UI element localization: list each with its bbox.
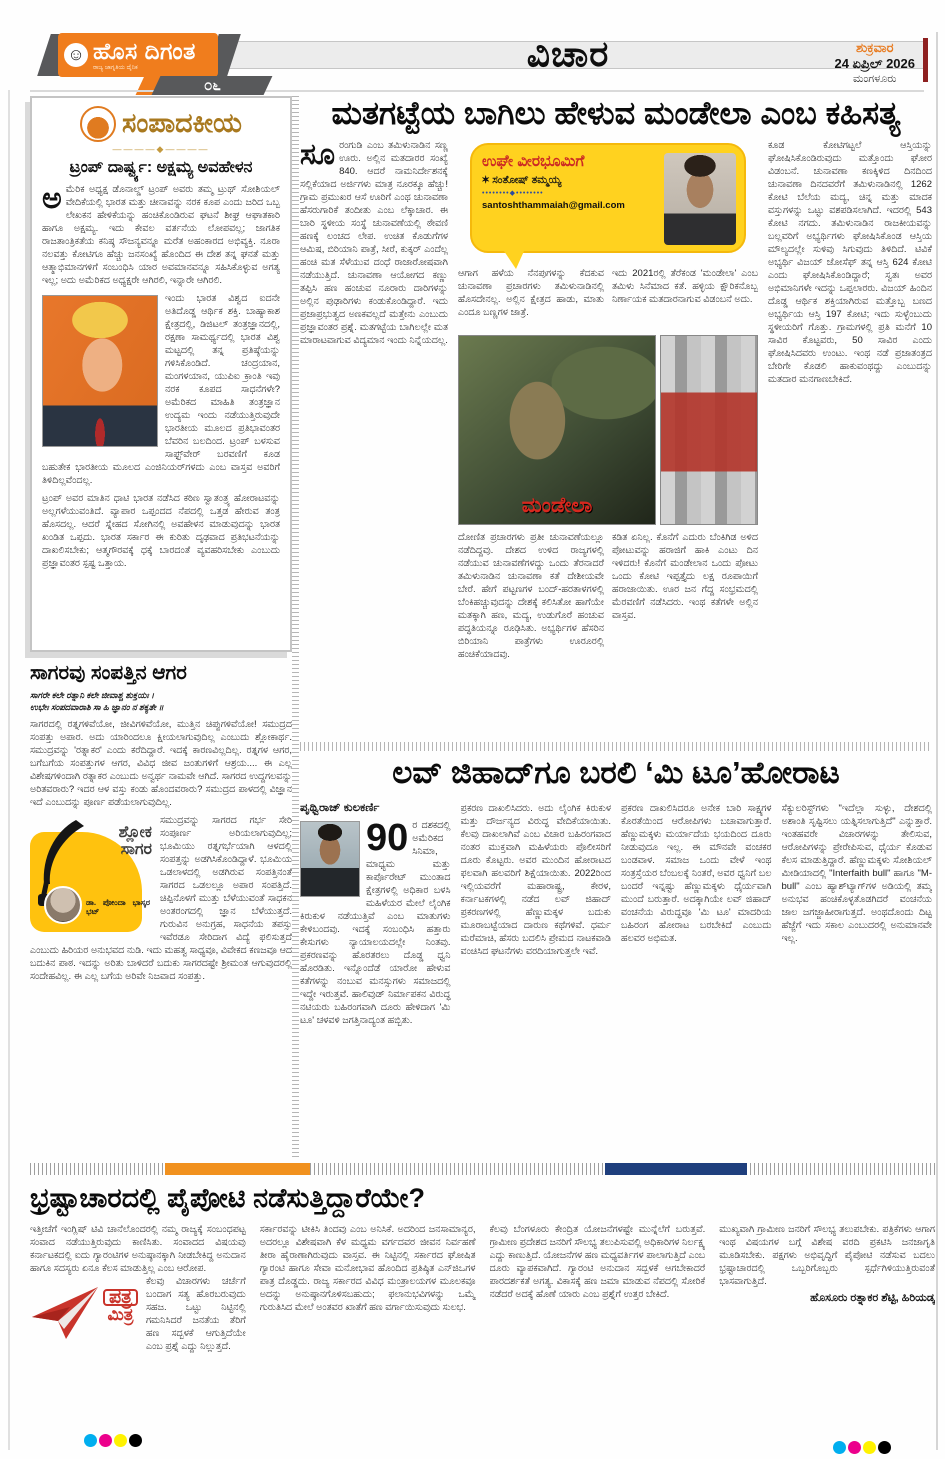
cyan-dot bbox=[833, 1441, 846, 1454]
mitra-label: ಮಿತ್ರ bbox=[107, 1305, 134, 1324]
columnist-avatar bbox=[44, 886, 82, 924]
editorial-para2: ಇಂದು ಭಾರತ ವಿಶ್ವದ ಐದನೇ ಅತಿದೊಡ್ಡ ಆರ್ಥಿಕ ಶಕ್ತಿ. ಬಾಹ್ಯಾಕಾಶ ಕ್ಷೇತ್ರದಲ್ಲಿ, ಡಿಜಿಟಲ್ ತಂತ್ರಜ್ಞಾನದಲ್ಲಿ, ರಕ್ಷಣಾ ಸಾಮರ್ಥ್ಯದಲ್ಲಿ ಭಾರತ ವಿಶ್ವ ಮಟ್ಟದಲ್ಲಿ ತನ್ನ ಪ್ರತಿಷ್ಠೆಯನ್ನು ಗಳಿಸಿಕೊಂಡಿದೆ. ಚಂದ್ರಯಾನ, ಮಂಗಳಯಾನ, ಯುಪಿಐ ಕ್ರಾಂತಿ ಇವು ನರಕ ಕೂಪದ ಸಾಧನೆಗಳೇ? ಅಮೆರಿಕದ ಮಾಹಿತಿ ತಂತ್ರಜ್ಞಾನ ಉದ್ಯಮ ಇಂದು ನಡೆಯುತ್ತಿರುವುದೇ ಭಾರತೀಯ ಮೂಲದ ಪ್ರತಿಭಾವಂತರ ಬೆವರಿನ ಬಲದಿಂದ. ಟ್ರಂಪ್ ಬಳಸುವ ಸಾಫ್ಟ್‌ವೇರ್ ಬರವಣಿಗೆ ಕೂಡ ಬಹುತೇಕ ಭಾರತೀಯ ಮೂಲದ ಎಂಜಿನಿಯರ್‌ಗಳದು ಎಂಬ ವಾಸ್ತವ ಅವರಿಗೆ ತಿಳಿದಿಲ್ಲವೆಂದಲ್ಲ. bbox=[42, 293, 280, 486]
paper-logo bbox=[58, 33, 218, 77]
main-article-middle bbox=[458, 139, 758, 717]
editorial-para1: ಮೆರಿಕ ಅಧ್ಯಕ್ಷ ಡೊನಾಲ್ಡ್ ಟ್ರಂಪ್ ಅವರು ತಮ್ಮ ಟ್ರುಥ್ ಸೋಶಿಯಲ್ ವೇದಿಕೆಯಲ್ಲಿ ಭಾರತ ಮತ್ತು ಚೀನಾವನ್ನು ನರಕ ಕೂಪ ಎಂದು ಜರಿದ ಒಬ್ಬ ಲೇಖಕನ ಹೇಳಿಕೆಯನ್ನು ಹಂಚಿಕೊಂಡಿರುವ ಘಟನೆ ಶೀಘ್ರ ಆಘಾತಕಾರಿ ಹಾಗೂ ಅಕ್ಷಮ್ಯ. ಇದು ಕೇವಲ ವರ್ತನೆಯ ಲೋಪವಲ್ಲ; ಜಾಗತಿಕ ರಾಜತಾಂತ್ರಿಕತೆಯ ಕನಿಷ್ಠ ಸೌಜನ್ಯವನ್ನೂ ಮರೆತ ಅಹಂಕಾರದ ಅಭಿವ್ಯಕ್ತಿ. ನೂರಾ ನಲವತ್ತು ಕೋಟಿಗೂ ಹೆಚ್ಚು ಜನಸಂಖ್ಯೆ ಹೊಂದಿದ ಈ ದೇಶ ತನ್ನ ಘನತೆ ಮತ್ತು ಆತ್ಮಾಭಿಮಾನಗಳಿಗೆ ಸಂಬಂಧಿಸಿ ಯಾರ ಅವಮಾನವನ್ನೂ ಸಹಿಸಿಕೊಳ್ಳುವ ಅಗತ್ಯ ಇಲ್ಲ; ಅದು ಅಮೆರಿಕದ ಅಧ್ಯಕ್ಷರೇ ಆಗಿರಲಿ, ಇನ್ನಾರೇ ಆಗಿರಲಿ. bbox=[42, 184, 280, 286]
date-block bbox=[834, 40, 915, 86]
shloka-line2: ಉಭೇಃ ಸಂಪದವಾರಾಶಿ ಸಾ ಹಿ ಜ್ಞಾನಂ ನ ಶಕ್ಯತೇ ॥ bbox=[30, 702, 164, 712]
letters-col2: ಸರ್ಕಾರವನ್ನು ಟೀಕಿಸಿ ತಿಂದವು ಎಂಬ ಅನಿಸಿಕೆ. ಅದರಿಂದ ಜನಸಾಮಾನ್ಯರ, ಅದರಲ್ಲೂ ವಿಶೇಷವಾಗಿ ಕೆಳ ಮಧ್ಯಮ ವರ್ಗದವರ ಜೀವನ ನಿರ್ವಹಣೆ ತೀರಾ ಹೈರಾಣಾಗಿರುವುದು ವಾಸ್ತವ. ಈ ನಿಟ್ಟಿನಲ್ಲಿ ಸರ್ಕಾರದ ಘೋಷಿತ ಗ್ಯಾರಂಟಿ ಹಾಗೂ ಸೇವಾ ಮನೋಭಾವ ಹೊಂದಿದ ಪ್ರತಿಷ್ಠಿತ ಎನ್‌ಜಿಒಗಳ ಪಾತ್ರ ದೊಡ್ಡದು. ರಾಜ್ಯ ಸರ್ಕಾರದ ವಿವಿಧ ಮಂತ್ರಾಲಯಗಳ ಮೂಲಕವೂ ಅದನ್ನು ಅನುಷ್ಠಾನಗೊಳಿಸಬಹುದು; ಫಲಾನುಭವಿಗಳನ್ನು ಒಮ್ಮೆ ಗುರುತಿಸಿದ ಮೇಲೆ ಅಂತವರ ಖಾತೆಗೆ ಹಣ ವರ್ಗಾಯಿಸುವುದು ಸುಲಭ. bbox=[259, 1224, 476, 1313]
patra-mitra-brand bbox=[30, 1279, 138, 1375]
editorial-section-label: ಸಂಪಾದಕೀಯ bbox=[122, 108, 242, 138]
page-left-edge bbox=[8, 90, 10, 1450]
smiley-logo-icon: ☺ bbox=[64, 43, 88, 67]
metoo-col1: ಪೃಥ್ವಿರಾಜ್ ಕುಲಕರ್ಣಿ 90 ರ ದಶಕದಲ್ಲಿ ಅಮೆರಿಕದ ಸಿನಿಮಾ, ಮಾಧ್ಯಮ ಮತ್ತು ಕಾರ್ಪೊರೇಟ್ ಮುಂತಾದ ಕ್ಷೇತ್ರಗಳಲ್ಲಿ ಅಧಿಕಾರ ಬಳಸಿ ಮಹಿಳೆಯರ ಮೇಲೆ ಲೈಂಗಿಕ ಕಿರುಕುಳ ನಡೆಯುತ್ತಿವೆ ಎಂಬ ಮಾತುಗಳು ಕೇಳಿಬಂದವು. ಇದಕ್ಕೆ ಸಂಬಂಧಿಸಿ ಹತ್ತಾರು ಕೇಸುಗಳು ನ್ಯಾಯಾಲಯದಲ್ಲೇ ನಿಂತವು. ಪ್ರಕರಣವನ್ನು ಹೊರತರಲು ದೊಡ್ಡ ಧ್ವನಿ ಹೊರಡಿತು. ಇನ್ನೊಂದೆಡೆ ಯಾರೋ ಹೇಳುವ ಕತೆಗಳನ್ನು ನಂಬುವ ಮನಸ್ಸುಗಳು ಸಮಾಜದಲ್ಲಿ ಇದ್ದೇ ಇರುತ್ತವೆ. ಹಾಲಿವುಡ್ ನಿರ್ಮಾಪಕನ ವಿರುದ್ಧ ನಟಿಯರು ಬಹಿರಂಗವಾಗಿ ದೂರು ಹೇಳಿದಾಗ 'ಮಿ ಟೂ' ಚಳವಳಿ ಜಗತ್ತಿನಾದ್ಯಂತ ಹಬ್ಬಿತು. bbox=[300, 802, 451, 1026]
divider-orange-segment bbox=[165, 1163, 310, 1175]
letter-signature: ಹೊಸೂರು ರತ್ನಾಕರ ಶೆಟ್ಟಿ, ಹಿರಿಯಡ್ಕ bbox=[810, 1292, 935, 1304]
main-article-mid-top-text: ಆಗಾಗ ಹಳೆಯ ನೆನಪುಗಳನ್ನು ಕೆದಕುವ ಚುನಾವಣಾ ಪ್ರಚಾರಗಳು ತಮಿಳುನಾಡಿನಲ್ಲಿ ಹೊಸದೇನಲ್ಲ. ಅಲ್ಲಿನ ಕ್ಷೇತ್ರದ ಹಾಡು, ಮಾತು ಎಂದೂ ಬಣ್ಣಗಳ ಜಾತ್ರೆ. ಇದು 2021ರಲ್ಲಿ ತೆರೆಕಂಡ 'ಮಂಡೇಲಾ' ಎಂಬ ತಮಿಳು ಸಿನೆಮಾದ ಕತೆ. ಹಳ್ಳಿಯ ಕ್ಷೌರಿಕನೊಬ್ಬ ನಿರ್ಣಾಯಕ ಮತದಾರನಾಗುವ ವಿಡಂಬನೆ ಅದು. bbox=[458, 268, 758, 319]
main-article-col4: ಕೂಡ ಕೋಟಿಗಟ್ಟಲೆ ಆಸ್ತಿಯನ್ನು ಘೋಷಿಸಿಕೊಂಡಿರುವುದು ಮತ್ತೊಂದು ಘೋರ ವಿಡಂಬನೆ. ಚುನಾವಣಾ ಕಣಕ್ಕಿಳಿದ ದಿನದಿಂದ ಚುನಾವಣಾ ದಿನದವರೆಗೆ ತಮಿಳುನಾಡಿನಲ್ಲಿ 1262 ಕೋಟಿ ಬೆಲೆಯ ಮದ್ಯ, ಚಿನ್ನ ಮತ್ತು ಮಾದಕ ವಸ್ತುಗಳನ್ನು ಒಟ್ಟು ವಶಪಡಿಸಲಾಗಿದೆ. ಇದರಲ್ಲಿ 543 ಕೋಟಿ ನಗದು. ತಮಿಳುನಾಡಿನ ರಾಜಕೀಯವನ್ನು ಬಲ್ಲವರಿಗೆ ಅಭ್ಯರ್ಥಿಗಳು ಘೋಷಿಸಿಕೊಂಡ ಆಸ್ತಿಯ ಮೌಲ್ಯದಲ್ಲೇ ಸುಳಿವು ಸಿಗುವುದು ತಿಳಿದಿದೆ. ಟಿವಿಕೆ ಅಭ್ಯರ್ಥಿ ವಿಜಯ್ ಜೋಸೆಫ್ ತನ್ನ ಆಸ್ತಿ 624 ಕೋಟಿ ಎಂದು ಘೋಷಿಸಿಕೊಂಡಿದ್ದಾರೆ; ಸ್ವತಃ ಅವರ ಅಭಿಮಾನಿಗಳೇ ಇದನ್ನು ಒಪ್ಪಲಾರರು. ವಿಜಯ್ ಹಿಂದಿನ ದೊಡ್ಡ ಆರ್ಥಿಕ ಶಕ್ತಿಯಾಗಿರುವ ಮತ್ತೊಬ್ಬ ಬಣದ ಅಭ್ಯರ್ಥಿಯ ಆಸ್ತಿ 197 ಕೋಟಿ; ಇದು ಸುಳ್ಳೆಂಬುದು ಸ್ಥಳೀಯರಿಗೆ ಗೊತ್ತು. ಗ್ರಾಮಗಳಲ್ಲಿ ಪ್ರತಿ ಮನೆಗೆ 10 ಸಾವಿರ ಕೊಟ್ಟವರು, 50 ಸಾವಿರ ಎಂದು ಘೋಷಿಸಿದವರು ಉಂಟು. ಇಂಥ ನಡೆ ಪ್ರಜಾತಂತ್ರದ ಬೇರಿಗೇ ಕೊಡಲಿ ಹಾಕುವಂಥದ್ದು ಎಂಬುದನ್ನು ಮತದಾರ ಮನಗಾಣಬೇಕಿದೆ. bbox=[768, 140, 932, 386]
date: 24 ಏಪ್ರಿಲ್ 2026 bbox=[834, 56, 915, 72]
author-email: santoshthammaiah@gmail.com bbox=[482, 200, 625, 212]
weekday: ಶುಕ್ರವಾರ bbox=[856, 40, 894, 55]
page-number-box bbox=[152, 76, 273, 95]
letters-col1: ಇತ್ತೀಚೆಗೆ ಇಂಗ್ಲಿಷ್ ಟಿವಿ ಚಾನೆಲೊಂದರಲ್ಲಿ ನಮ್ಮ ರಾಜ್ಯಕ್ಕೆ ಸಂಬಂಧಪಟ್ಟ ಸಂವಾದ ನಡೆಯುತ್ತಿರುವುದು ಕಾಣಿಸಿತು. ಸಂವಾದದ ವಿಷಯವು ಕರ್ನಾಟಕದಲ್ಲಿ ಐದು ಗ್ಯಾರಂಟಿಗಳ ಅನುಷ್ಠಾನಕ್ಕಾಗಿ ನೀಡಬೇಕಿದ್ದ ಅನುದಾನ ಹಾಗೂ ಸದಸ್ಯರು ಏನೂ ಕೆಲಸ ಮಾಡುತ್ತಿಲ್ಲ ಎಂಬ ಆರೋಪ. ಪತ್ರ ಮಿತ್ರ ಕೆಲವು ವಿಚಾರಗಳು ಚರ್ಚೆಗೆ ಬಂದಾಗ ಸತ್ಯ ಹೊರಬರುವುದು ಸಹಜ. ಒಟ್ಟು ನಿಟ್ಟಿನಲ್ಲಿ ಗಮನಿಸಿದರೆ ಜನತೆಯ ತೆರಿಗೆ ಹಣ ಸದ್ಬಳಕೆ ಆಗುತ್ತಿದೆಯೇ ಎಂಬ ಪ್ರಶ್ನೆ ಎದ್ದು ನಿಲ್ಲುತ್ತದೆ. bbox=[30, 1223, 246, 1441]
page-number: ೦೬ bbox=[203, 77, 221, 94]
registration-marks-right bbox=[833, 1441, 891, 1454]
metoo-headline: ಲವ್ ಜಿಹಾದ್‌ಗೂ ಬರಲಿ ‘ಮಿ ಟೂ’ಹೋರಾಟ bbox=[392, 755, 840, 790]
shloka-body2: ಸಮುದ್ರವನ್ನು ಸಾಗರದ ಗರ್ಭ ಸೇರಿ ಸಂಪೂರ್ಣ ಅರಿಯಲಾಗುವುದಿಲ್ಲ; ಭೂಮಿಯು ರತ್ನಗರ್ಭೆಯಾಗಿ ಆಳದಲ್ಲಿ ಸಂಪತ್ತನ್ನು ಅಡಗಿಸಿಕೊಂಡಿದ್ದಾಳೆ. ಭೂಮಿಯ ಒಡಲಾಳದಲ್ಲಿ ಅಡಗಿರುವ ಸಂಪತ್ತಿನಂತೆ ಸಾಗರದ ಒಡಲಲ್ಲೂ ಅಪಾರ ಸಂಪತ್ತಿದೆ. ಚಿಪ್ಪಿನೊಳಗೆ ಮುತ್ತು ಬೆಳೆಯುವಂತೆ ಸಾಧಕನ ಅಂತರಂಗದಲ್ಲಿ ಜ್ಞಾನ ಬೆಳೆಯುತ್ತದೆ. ಗುರುವಿನ ಅನುಗ್ರಹ, ಸಾಧನೆಯ ತಪಸ್ಸು ಇವೆರಡೂ ಸೇರಿದಾಗ ವಿದ್ಯೆ ಫಲಿಸುತ್ತದೆ ಎಂಬುದು ಹಿರಿಯರ ಅನುಭವದ ನುಡಿ. ಇದು ಮಹತ್ವ ಸಾಧ್ಯವೂ, ವಿವೇಕದ ಕಣಜವೂ ಆದ ಬದುಕಿನ ಪಾಠ. ಇದನ್ನು ಅರಿತು ಬಾಳಿದರೆ ಬದುಕು ಸಾಗರದಷ್ಟೇ ಶ್ರೀಮಂತ ಆಗುವುದರಲ್ಲಿ ಸಂದೇಹವಿಲ್ಲ. ಈ ಎಲ್ಲ ಬಗೆಯ ಅರಿವೇ ನಿಜವಾದ ಸಂಪತ್ತು. bbox=[30, 815, 292, 982]
shloka-body1: ಸಾಗರದಲ್ಲಿ ರತ್ನಗಳಿವೆಯೋ, ಜೀವಿಗಳಿವೆಯೋ, ಮುತ್ತಿನ ಚಿಪ್ಪುಗಳಿವೆಯೋ! ಸಮುದ್ರದ ಸಂಪತ್ತು ಅಪಾರ. ಅದು ಯಾರಿಂದಲೂ ಕ್ಷೀಯಲಾಗುವುದಿಲ್ಲ ಎಂಬುದು ಶ್ಲೋಕಾರ್ಥ. ಸಮುದ್ರವನ್ನು 'ರತ್ನಾಕರ' ಎಂದು ಕರೆದಿದ್ದಾರೆ. ಇದಕ್ಕೆ ಕಾರಣವಿಲ್ಲದಿಲ್ಲ. ರತ್ನಗಳ ಆಗರ, ಬಗೆಬಗೆಯ ಸಂಪತ್ತುಗಳ ಆಗರ, ವಿವಿಧ ಜೀವ ಜಂತುಗಳಿಗೆ ಆಶ್ರಯ.... ಈ ಎಲ್ಲ ವಿಶೇಷಗಳಿಂದಾಗಿ ರತ್ನಾಕರ ಎಂಬುದು ಅನ್ವರ್ಥ ನಾಮವೇ ಆಗಿದೆ. ಸಾಗರದ ಉದ್ದಗಲವನ್ನು ಅರಿತವರಾರು? ಇದರ ಆಳ ವಸ್ತು ಕಂಡು ಹೊಂದವರಾರು? ಸಮುದ್ರದ ಪಾಳದಲ್ಲಿ ವಿಜ್ಞಾನ ಇದೆ ಎಂಬುದನ್ನು ಪೂರ್ಣ ಪಡೆಯಲಾಗುವುದಿಲ್ಲ. bbox=[30, 719, 292, 808]
page-right-edge bbox=[936, 32, 938, 1450]
shloka-body bbox=[30, 718, 292, 983]
patra-label: ಪತ್ರ bbox=[103, 1289, 138, 1306]
editorial-header bbox=[42, 106, 280, 142]
editorial-dropcap: ಅ bbox=[42, 182, 62, 215]
shloka-line1: ಸಾಗರೇ ಕಲೇ ರತ್ನಾನಿ ಕಲೇ ಜೀವಾಶ್ಚ ಶುಕ್ತಯಃ । bbox=[30, 690, 155, 700]
yellow-dot bbox=[114, 1434, 127, 1447]
mandela-movie-still bbox=[458, 335, 656, 525]
columnist-name: ಡಾ. ಪೋಂದಾ ಭಾಸ್ಕರ ಭಟ್ bbox=[86, 898, 150, 916]
black-dot bbox=[129, 1434, 142, 1447]
main-article-mid-bottom-text: ದೋಣಿತ ಪ್ರಚಾರಗಳು ಪ್ರತೀ ಚುನಾವಣೆಯಲ್ಲೂ ನಡೆದಿದ್ದವು. ದೇಶದ ಉಳಿದ ರಾಜ್ಯಗಳಲ್ಲಿ ನಡೆಯುವ ಚುನಾವಣೆಗಳದ್ದು ಒಂದು ತೆರನಾದರೆ ತಮಿಳುನಾಡಿನ ಚುನಾವಣಾ ಕತೆ ದೇಶೀಯವೇ ಬೇರೆ. ಹೇಗೆ ಪಟ್ಟಣಗಳ ಬಂದ್-ಹರತಾಳಗಳಲ್ಲಿ ಬೆಂಕಿಹಚ್ಚುವುದನ್ನು ದೇಶಕ್ಕೆ ಕಲಿಸಿತೋ ಹಾಗೆಯೇ ಮತಕ್ಕಾಗಿ ಹಣ, ಮದ್ಯ, ಉಡುಗೊರೆ ಹಂಚುವ ಪದ್ಧತಿಯನ್ನೂ ರೂಢಿಸಿತು. ಅಭ್ಯರ್ಥಿಗಳ ಹೆಸರಿನ ಬಿರಿಯಾನಿ ಪಾತ್ರೆಗಳು ಊರೂರಲ್ಲಿ ಹಂಚಿಕೆಯಾದವು. ಕಡಿತ ಏನಿಲ್ಲ. ಕೊನೆಗೆ ಎದುರು ಬೆಂಕಿಗಿಡ ಅಳಿದ ಪೋಟುವನ್ನು ಹರಾಜಿಗೆ ಹಾಕಿ ಎಂಟು ದಿನ ಇಳಿದರು! ಕೊನೆಗೆ ಮಂಡೇಲಾನ ಒಂದು ಪೋಟು ಒಂದು ಕೋಟಿ ಇಪ್ಪತ್ತೈದು ಲಕ್ಷ ರೂಪಾಯಿಗೆ ಹರಾಜಾಯಿತು. ಊರ ಜನ ಗೆದ್ದ ಸಂಭ್ರಮದಲ್ಲಿ ಮೆರವಣಿಗೆ ನಡೆಸಿದರು. ಇಂಥ ಕತೆಗಳೇ ಅಲ್ಲಿನ ವಾಸ್ತವ. bbox=[458, 532, 758, 661]
magenta-dot bbox=[99, 1434, 112, 1447]
black-dot bbox=[878, 1441, 891, 1454]
vertical-column-divider bbox=[292, 96, 299, 1160]
shloka-sagara-brand bbox=[30, 818, 152, 940]
main-article-col1: ಸೂರಂಗುಡಿ ಎಂಬ ತಮಿಳುನಾಡಿನ ಸಣ್ಣ ಊರು. ಅಲ್ಲಿನ ಮತದಾರರ ಸಂಖ್ಯೆ 840. ಆದರೆ ನಾಮನಿರ್ದೇಶನಕ್ಕೆ ಸಲ್ಲಿಕೆಯಾದ ಅರ್ಜಿಗಳು ಮಾತ್ರ ನೂರಕ್ಕೂ ಹೆಚ್ಚು! ಗ್ರಾಮ ಪ್ರಮುಖರ ಆಸೆ ಊರಿಗೆ ಎಂಥ ಚುನಾವಣಾ ಹೆಸರುಗಾರಿಕೆ ತಂದೀತು ಎಂಬ ಲೆಕ್ಕಾಚಾರ. ಈ ಬಾರಿ ಸ್ಥಳೀಯ ಸಂಸ್ಥೆ ಚುನಾವಣೆಯಲ್ಲಿ ಠೇವಣಿ ಹಣಕ್ಕೆ ಲಂಚದ ಲೇಪ. ಉಚಿತ ಕೊಡುಗೆಗಳ ಆಮಿಷ, ಬಿರಿಯಾನಿ ಪಾತ್ರೆ, ಸೀರೆ, ಕುಕ್ಕರ್ ಎಂದೆಲ್ಲ ಹಂಚಿ ಮತ ಸೆಳೆಯುವ ದಂಧೆ ರಾಜಾರೋಷವಾಗಿ ನಡೆಯುತ್ತಿದೆ. ಚುನಾವಣಾ ಆಯೋಗದ ಕಣ್ಣು ತಪ್ಪಿಸಿ ಹಣ ಹಂಚುವ ನೂರಾರು ದಾರಿಗಳನ್ನು ಅಲ್ಲಿನ ಪುಢಾರಿಗಳು ಕಂಡುಕೊಂಡಿದ್ದಾರೆ. ಇದು ಪ್ರಜಾಪ್ರಭುತ್ವದ ಅಣಕವಲ್ಲದೆ ಮತ್ತೇನು ಎಂಬುದು ಪ್ರಜ್ಞಾವಂತರ ಪ್ರಶ್ನೆ. ಮತಗಟ್ಟೆಯ ಬಾಗಿಲಲ್ಲೇ ಮತ ಮಾರಾಟವಾಗುವ ವಿದ್ಯಮಾನ ಇಂದು ನಿನ್ನೆಯದಲ್ಲ. bbox=[300, 139, 448, 347]
masthead-right-bar bbox=[923, 38, 928, 82]
registration-marks-left bbox=[84, 1434, 142, 1447]
editorial-body bbox=[42, 183, 280, 570]
column-author-photo bbox=[664, 153, 736, 245]
editorial-logo-icon bbox=[80, 106, 116, 142]
editorial-box bbox=[30, 96, 292, 652]
trump-photo bbox=[42, 295, 158, 447]
metoo-dropcap: 90 bbox=[366, 817, 409, 859]
main-headline: ಮತಗಟ್ಟೆಯ ಬಾಗಿಲು ಹೇಳುವ ಮಂಡೇಲಾ ಎಂಬ ಕಹಿಸತ್ಯ bbox=[331, 96, 901, 131]
editorial-headline: ಟ್ರಂಪ್ ದಾರ್ಷ್ಟ್ಯ: ಅಕ್ಷಮ್ಯ ಅವಹೇಳನ bbox=[69, 159, 253, 176]
editorial-para3: ಟ್ರಂಪ್ ಅವರ ಮಾತಿನ ಧಾಟಿ ಭಾರತ ನಡೆಸಿದ ಕಠಿಣ ಸ್ವಾತಂತ್ರ್ಯ ಹೋರಾಟವನ್ನು ಅಲ್ಲಗಳೆಯುವಂತಿದೆ. ವ್ಯಾಪಾರ ಒಪ್ಪಂದದ ನೆಪದಲ್ಲಿ ಒತ್ತಡ ಹೇರುವ ತಂತ್ರ ಹೊಸದಲ್ಲ. ಆದರೆ ಸ್ನೇಹದ ಸೋಗಿನಲ್ಲಿ ಅವಹೇಳನ ಮಾಡುವುದನ್ನು ಭಾರತ ಖಂಡಿತ ಒಪ್ಪದು. ಭಾರತ ಸರ್ಕಾರ ಈ ಕುರಿತು ದೃಢವಾದ ಪ್ರತಿಭಟನೆಯನ್ನು ದಾಖಲಿಸಬೇಕು; ಆತ್ಮಗೌರವಕ್ಕೆ ಧಕ್ಕೆ ಬಾರದಂತೆ ವ್ಯವಹರಿಸಬೇಕು ಎಂಬುದು ಪ್ರಜ್ಞಾವಂತರ ಸ್ಪಷ್ಟ ಒತ್ತಾಯ. bbox=[42, 493, 280, 569]
letters-col3: ಕೆಲವು ಬೆಂಗಳೂರು ಕೇಂದ್ರಿತ ಯೋಜನೆಗಳಷ್ಟೇ ಮುನ್ನೆಲೆಗೆ ಬರುತ್ತವೆ. ಗ್ರಾಮೀಣ ಪ್ರದೇಶದ ಜನರಿಗೆ ಸೌಲಭ್ಯ ತಲುಪಿಸುವಲ್ಲಿ ಅಧಿಕಾರಿಗಳ ನಿರ್ಲಕ್ಷ್ಯ ಎದ್ದು ಕಾಣುತ್ತಿದೆ. ಯೋಜನೆಗಳ ಹಣ ಮಧ್ಯವರ್ತಿಗಳ ಪಾಲಾಗುತ್ತಿದೆ ಎಂಬ ದೂರು ವ್ಯಾಪಕವಾಗಿದೆ. ಗ್ಯಾರಂಟಿ ಅನುದಾನ ಸದ್ಬಳಕೆ ಆಗಬೇಕಾದರೆ ಪಾರದರ್ಶಕತೆ ಅಗತ್ಯ. ವಿಕಾಸಕ್ಕೆ ಹಣ ಜಮಾ ಮಾಡುವ ನೆಪದಲ್ಲಿ ಸೋರಿಕೆ ನಡೆದರೆ ಅದಕ್ಕೆ ಹೊಣೆ ಯಾರು ಎಂಬ ಪ್ರಶ್ನೆಗೆ ಉತ್ತರ ಬೇಕಿದೆ. bbox=[489, 1224, 706, 1300]
yellow-dot bbox=[863, 1441, 876, 1454]
bottom-article-divider bbox=[30, 1163, 935, 1175]
paper-name: ಹೊಸ ದಿಗಂತ bbox=[93, 37, 196, 64]
cyan-dot bbox=[84, 1434, 97, 1447]
metoo-col3: ಪ್ರಕರಣ ದಾಖಲಿಸಿದರೂ ಅನೇಕ ಬಾರಿ ಸಾಕ್ಷ್ಯಗಳ ಕೊರತೆಯಿಂದ ಆರೋಪಿಗಳು ಬಚಾವಾಗುತ್ತಾರೆ. ಹೆಣ್ಣುಮಕ್ಕಳು ಮರ್ಯಾದೆಯ ಭಯದಿಂದ ದೂರು ನೀಡುವುದೂ ಇಲ್ಲ. ಈ ಮೌನವೇ ವಂಚಕರ ಬಂಡವಾಳ. ಸಮಾಜ ಒಂದು ವೇಳೆ ಇಂಥ ಸಂತ್ರಸ್ತೆಯರ ಬೆಂಬಲಕ್ಕೆ ನಿಂತರೆ, ಅವರ ಧ್ವನಿಗೆ ಬಲ ಬಂದರೆ ಇನ್ನಷ್ಟು ಹೆಣ್ಣುಮಕ್ಕಳು ಧೈರ್ಯವಾಗಿ ಮುಂದೆ ಬರುತ್ತಾರೆ. ಅದಕ್ಕಾಗಿಯೇ ಲವ್ ಜಿಹಾದ್ ವಂಚನೆಯ ವಿರುದ್ಧವೂ 'ಮಿ ಟೂ' ಮಾದರಿಯ ಬಹಿರಂಗ ಹೋರಾಟ ಬರಬೇಕಿದೆ ಎಂಬುದು ಹಲವರ ಅಭಿಮತ. bbox=[621, 803, 772, 944]
magenta-dot bbox=[848, 1441, 861, 1454]
bubble-ornament: ••••••••◆•••••••• bbox=[482, 190, 544, 198]
column-title: ಉಘೇ ವೀರಭೂಮಿಗೆ bbox=[482, 153, 585, 171]
divider-blue-segment bbox=[605, 1163, 747, 1175]
ornament-divider: ————◆———— bbox=[112, 144, 210, 154]
brand-title: ಶ್ಲೋಕ ಸಾಗರ bbox=[118, 824, 152, 858]
main-article bbox=[300, 96, 932, 736]
main-article-images bbox=[458, 335, 758, 525]
paper-tagline: ರಾಜ್ಯ ಜಾಗೃತಿಯ ದೈನಿಕ bbox=[93, 64, 138, 71]
columnist-bubble bbox=[470, 143, 746, 253]
main-dropcap: ಸೂ bbox=[300, 139, 336, 172]
column-author: ✶ ಸಂತೋಷ್ ತಮ್ಮಯ್ಯ bbox=[482, 174, 562, 187]
mid-article-divider bbox=[300, 742, 932, 751]
metoo-article bbox=[300, 755, 932, 1160]
metoo-col2: ಪ್ರಕರಣ ದಾಖಲಿಸಿದರು. ಅದು ಲೈಂಗಿಕ ಕಿರುಕುಳ ಮತ್ತು ದೌರ್ಜನ್ಯದ ವಿರುದ್ಧ ವೇದಿಕೆಯಾಯಿತು. ಕೆಲವು ದಾಖಲಾಗಿವೆ ಎಂಬ ವಿಚಾರ ಬಹಿರಂಗವಾದ ನಂತರ ಮುಕ್ತವಾಗಿ ಮಹಿಳೆಯರು ಪೊಲೀಸರಿಗೆ ದೂರು ಕೊಟ್ಟರು. ಅವರ ಮುಂದಿನ ಹೋರಾಟದ ಫಲವಾಗಿ ಹಲವರಿಗೆ ಶಿಕ್ಷೆಯಾಯಿತು. 2022ರಿಂದ ಇಲ್ಲಿಯವರೆಗೆ ಮಹಾರಾಷ್ಟ್ರ, ಕೇರಳ, ಕರ್ನಾಟಕಗಳಲ್ಲಿ ನಡೆದ ಲವ್ ಜಿಹಾದ್ ಪ್ರಕರಣಗಳಲ್ಲಿ ಹೆಣ್ಣುಮಕ್ಕಳ ಬದುಕು ಮೂರಾಬಟ್ಟೆಯಾದ ದಾರುಣ ಕಥೆಗಳಿವೆ. ಧರ್ಮ ಮರೆಮಾಚಿ, ಹೆಸರು ಬದಲಿಸಿ ಪ್ರೇಮದ ನಾಟಕವಾಡಿ ವಂಚಿಸಿದ ಘಟನೆಗಳು ವರದಿಯಾಗುತ್ತಲೇ ಇವೆ. bbox=[460, 803, 611, 957]
metoo-col4: ಸೆಕ್ಯುಲರಿಸ್ಟ್‌ಗಳು "ಇದೆಲ್ಲಾ ಸುಳ್ಳು, ದೇಶದಲ್ಲಿ ಅಶಾಂತಿ ಸೃಷ್ಟಿಸಲು ಯತ್ನಿಸಲಾಗುತ್ತಿದೆ" ಎನ್ನುತ್ತಾರೆ. ಇಂತಹವರೇ ವಿಚಾರಗಳನ್ನು ತೇಲಿಸುವ, ಆರೋಪಿಗಳನ್ನು ಪ್ರೇರೇಪಿಸುವ, ಧೈರ್ಯ ಕೊಡುವ ಕೆಲಸ ಮಾಡುತ್ತಿದ್ದಾರೆ. ಹೆಣ್ಣುಮಕ್ಕಳು ಸೋಶಿಯಲ್ ಮೀಡಿಯಾದಲ್ಲಿ "Interfaith bull" ಹಾಗೂ "M-bull" ಎಂಬ ಹ್ಯಾಶ್‌ಟ್ಯಾಗ್‌ಗಳ ಅಡಿಯಲ್ಲಿ ತಮ್ಮ ಅನುಭವ ಹಂಚಿಕೊಳ್ಳತೊಡಗಿದರೆ ವಂಚನೆಯ ಜಾಲ ಜಗಜ್ಜಾಹೀರಾಗುತ್ತದೆ. ಅಂಥದೊಂದು ದಿಟ್ಟ ಹೆಜ್ಜೆಗೆ ಇದು ಸಕಾಲ ಎಂಬುದರಲ್ಲಿ ಅನುಮಾನವೇ ಇಲ್ಲ. bbox=[781, 803, 932, 944]
paper-plane-icon bbox=[30, 1285, 100, 1341]
metoo-author-photo bbox=[300, 821, 360, 897]
movie-title-text: ಮಂಡೇಲಾ bbox=[521, 493, 593, 518]
edition-city: ಮಂಗಳೂರು bbox=[852, 72, 897, 85]
campaign-tins-photo bbox=[660, 335, 758, 525]
shloka-headline: ಸಾಗರವು ಸಂಪತ್ತಿನ ಆಗರ bbox=[30, 662, 187, 684]
metoo-byline: ಪೃಥ್ವಿರಾಜ್ ಕುಲಕರ್ಣಿ bbox=[300, 802, 380, 814]
letters-headline: ಭ್ರಷ್ಟಾಚಾರದಲ್ಲಿ ಪೈಪೋಟಿ ನಡೆಸುತ್ತಿದ್ದಾರೆಯೇ? bbox=[30, 1183, 425, 1213]
letters-col4: ಮುಖ್ಯವಾಗಿ ಗ್ರಾಮೀಣ ಜನರಿಗೆ ಸೌಲಭ್ಯ ತಲುಪಬೇಕು. ಪತ್ರಿಕೆಗಳು ಆಗಾಗ ಇಂಥ ವಿಷಯಗಳ ಬಗ್ಗೆ ವಿಶೇಷ ವರದಿ ಪ್ರಕಟಿಸಿ ಜನಜಾಗೃತಿ ಮೂಡಿಸಬೇಕು. ಪಕ್ಷಗಳು ಅಭಿವೃದ್ಧಿಗೆ ಪೈಪೋಟಿ ನಡೆಸುವ ಬದಲು ಭ್ರಷ್ಟಾಚಾರದಲ್ಲಿ ಒಬ್ಬರಿಗೊಬ್ಬರು ಸ್ಪರ್ಧೆಗಿಳಿಯುತ್ತಿರುವಂತೆ ಭಾಸವಾಗುತ್ತಿದೆ. ಹೊಸೂರು ರತ್ನಾಕರ ಶೆಟ್ಟಿ, ಹಿರಿಯಡ್ಕ bbox=[719, 1224, 935, 1304]
section-title: ವಿಚಾರ bbox=[526, 33, 610, 74]
shloka-article bbox=[30, 662, 292, 1160]
bubble-tail bbox=[504, 251, 524, 269]
shloka-verse bbox=[30, 689, 292, 713]
letters-article bbox=[30, 1183, 935, 1445]
